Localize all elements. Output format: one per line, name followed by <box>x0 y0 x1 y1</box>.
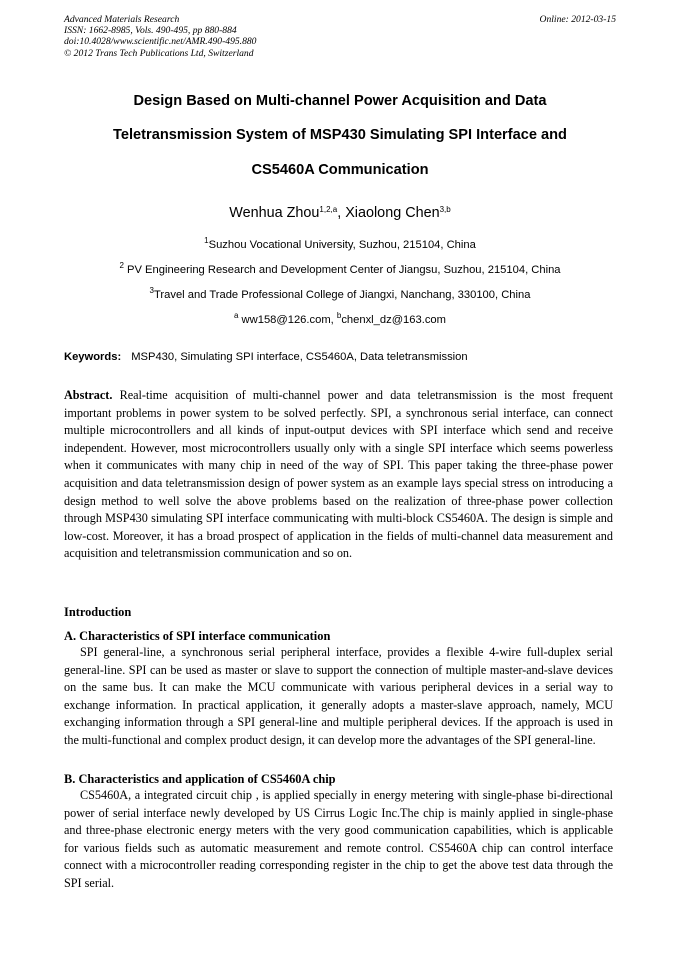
author-line <box>64 204 616 224</box>
doi-line: doi:10.4028/www.scientific.net/AMR.490-495.880 <box>64 36 257 48</box>
author-affiliation-mark: 1,2,a <box>319 205 338 214</box>
author-separator: , <box>337 205 346 221</box>
section-b-paragraph: CS5460A, a integrated circuit chip , is applied specially in energy metering with single-phase bi-directional power of serial interface newly developed by US Cirrus Logic Inc.The chip is mainly applied in single-phase and three-phase electronic energy meters with the very good communication capabilities, which is applicable for various fields such as automatic measurement and remote control. CS5460A chip can control interface connect with a microcontroller reading corresponding register in the chip to get the above test data through the SPI serial. <box>64 788 613 890</box>
affiliation-3 <box>64 288 616 303</box>
author-name: Xiaolong Chen <box>345 205 440 221</box>
online-date: Online: 2012-03-15 <box>539 14 616 25</box>
abstract-text: Real-time acquisition of multi-channel power and data teletransmission is the most frequent important problems in power system to be solved perfectly. SPI, a synchronous serial interface, can connect multiple microcontrollers and all kinds of input-output devices with SPI interface which send and receive independent. However, most microcontrollers usually only with a single SPI interface which seems powerless when it communicates with many chip in need of the way of SPI. This paper taking the three-phase power acquisition and data teletransmission design of power system as an example lays special stress on introducing a design method to well solve the above problems based on the realization of three-phase power collection through MSP430 simulating SPI interface communicating with multi-block CS5460A. The design is simple and low-cost. Moreover, it has a broad prospect of application in the fields of multi-channel data measurement and acquisition and teletransmission communication and so on. <box>64 388 613 561</box>
section-b-heading: B. Characteristics and application of CS5460A chip <box>64 772 336 786</box>
journal-name: Advanced Materials Research <box>64 14 180 25</box>
section-a-heading: A. Characteristics of SPI interface communication <box>64 629 331 643</box>
affiliation-1 <box>64 238 616 253</box>
copyright-line: © 2012 Trans Tech Publications Ltd, Switzerland <box>64 47 254 59</box>
author-emails <box>64 313 616 328</box>
author-name: Wenhua Zhou <box>229 205 320 221</box>
issn-line: ISSN: 1662-8985, Vols. 490-495, pp 880-884 <box>64 25 237 37</box>
paper-title-line-3: CS5460A Communication <box>251 162 429 178</box>
introduction-heading: Introduction <box>64 605 132 619</box>
abstract-label: Abstract. <box>64 388 113 402</box>
affiliation-mark: 1 <box>204 236 209 245</box>
paper-title-line-1: Design Based on Multi-channel Power Acquisition and Data <box>133 93 547 109</box>
affiliation-text: PV Engineering Research and Development Center of Jiangsu, Suzhou, 215104, China <box>123 264 561 276</box>
affiliation-text: Travel and Trade Professional College of Jiangxi, Nanchang, 330100, China <box>153 289 531 301</box>
email-mark: b <box>336 311 342 320</box>
affiliation-mark: 2 <box>119 261 124 270</box>
journal-header <box>64 14 616 59</box>
keywords-line <box>64 350 616 364</box>
abstract-paragraph <box>64 387 613 563</box>
section-a-paragraph: SPI general-line, a synchronous serial peripheral interface, provides a flexible 4-wire full-duplex serial general-line. SPI can be used as master or slave to support the connection of multiple master-and-slave devices on the same bus. It can make the MCU communicate with various peripheral devices in a serial way to exchange information. In practical application, it generally adopts a master-slave approach, namely, MCU exchanging information through a SPI general-line and multiple peripheral devices. If the approach is used in the multi-functional and complex product design, it can develop more the advantages of the SPI general-line. <box>64 645 613 747</box>
paper-title-line-2: Teletransmission System of MSP430 Simulating SPI Interface and <box>113 127 567 143</box>
email-mark: a <box>234 311 239 320</box>
keywords-text: MSP430, Simulating SPI interface, CS5460A, Data teletransmission <box>131 351 468 363</box>
email-address[interactable]: ww158@126.com, <box>238 314 337 326</box>
affiliation-text: Suzhou Vocational University, Suzhou, 215104, China <box>208 239 476 251</box>
affiliation-2 <box>64 263 616 278</box>
author-affiliation-mark: 3,b <box>439 205 451 214</box>
email-address[interactable]: chenxl_dz@163.com <box>341 314 446 326</box>
keywords-label: Keywords: <box>64 351 122 363</box>
affiliation-mark: 3 <box>149 286 154 295</box>
